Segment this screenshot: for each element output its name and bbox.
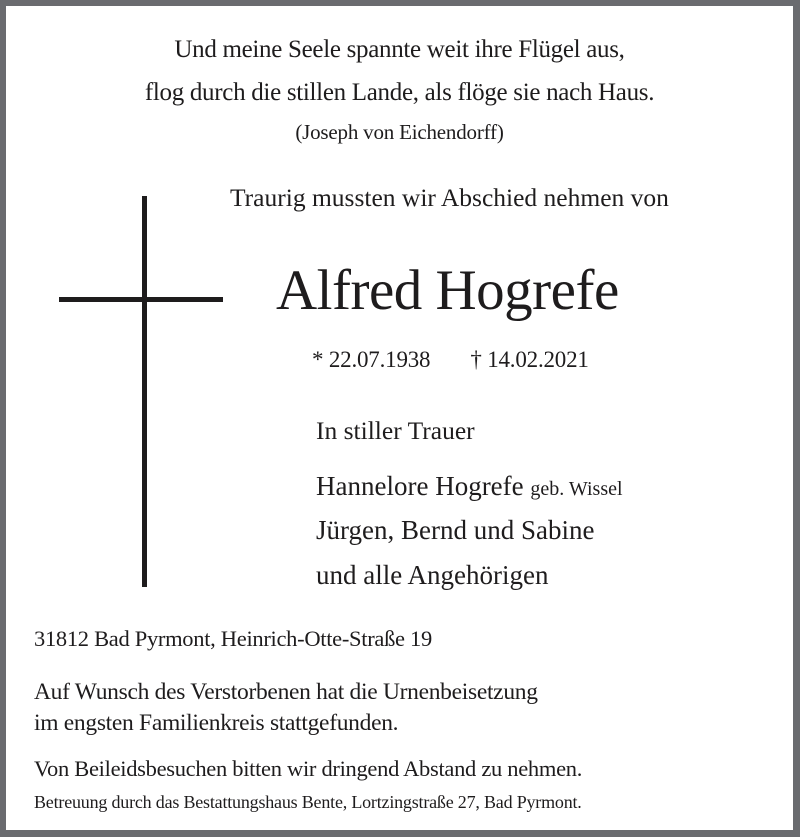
- mourner-children: Jürgen, Bernd und Sabine: [316, 515, 595, 545]
- mourner-relatives: und alle Angehörigen: [316, 560, 549, 590]
- note-line-2: im engsten Familienkreis stattgefunden.: [34, 710, 399, 736]
- intro-text: Traurig mussten wir Abschied nehmen von: [230, 183, 669, 212]
- family-address: 31812 Bad Pyrmont, Heinrich-Otte-Straße 19: [34, 626, 432, 651]
- obituary-notice: [6, 6, 793, 830]
- funeral-home-note: Betreuung durch das Bestattungshaus Bente, Lortzingstraße 27, Bad Pyrmont.: [34, 792, 582, 812]
- poem-author: (Joseph von Eichendorff): [295, 120, 504, 144]
- deceased-name: Alfred Hogrefe: [276, 259, 619, 322]
- note-line-1: Auf Wunsch des Verstorbenen hat die Urnenbeisetzung: [34, 679, 538, 705]
- cross-horizontal-bar: [59, 297, 223, 302]
- mourner-spouse: [316, 471, 623, 502]
- note-line-3: Von Beileidsbesuchen bitten wir dringend Abstand zu nehmen.: [34, 756, 583, 781]
- poem-line-2: flog durch die stillen Lande, als flöge sie nach Haus.: [144, 79, 655, 106]
- maiden-name: geb. Wissel: [530, 478, 623, 500]
- mourning-title: In stiller Trauer: [316, 416, 475, 445]
- cross-vertical-bar: [142, 196, 147, 587]
- spouse-name: Hannelore Hogrefe: [316, 471, 524, 501]
- poem-line-1: Und meine Seele spannte weit ihre Flügel aus,: [174, 36, 625, 63]
- life-dates: [312, 347, 589, 373]
- birth-date: * 22.07.1938: [312, 347, 431, 372]
- death-date: † 14.02.2021: [470, 347, 589, 372]
